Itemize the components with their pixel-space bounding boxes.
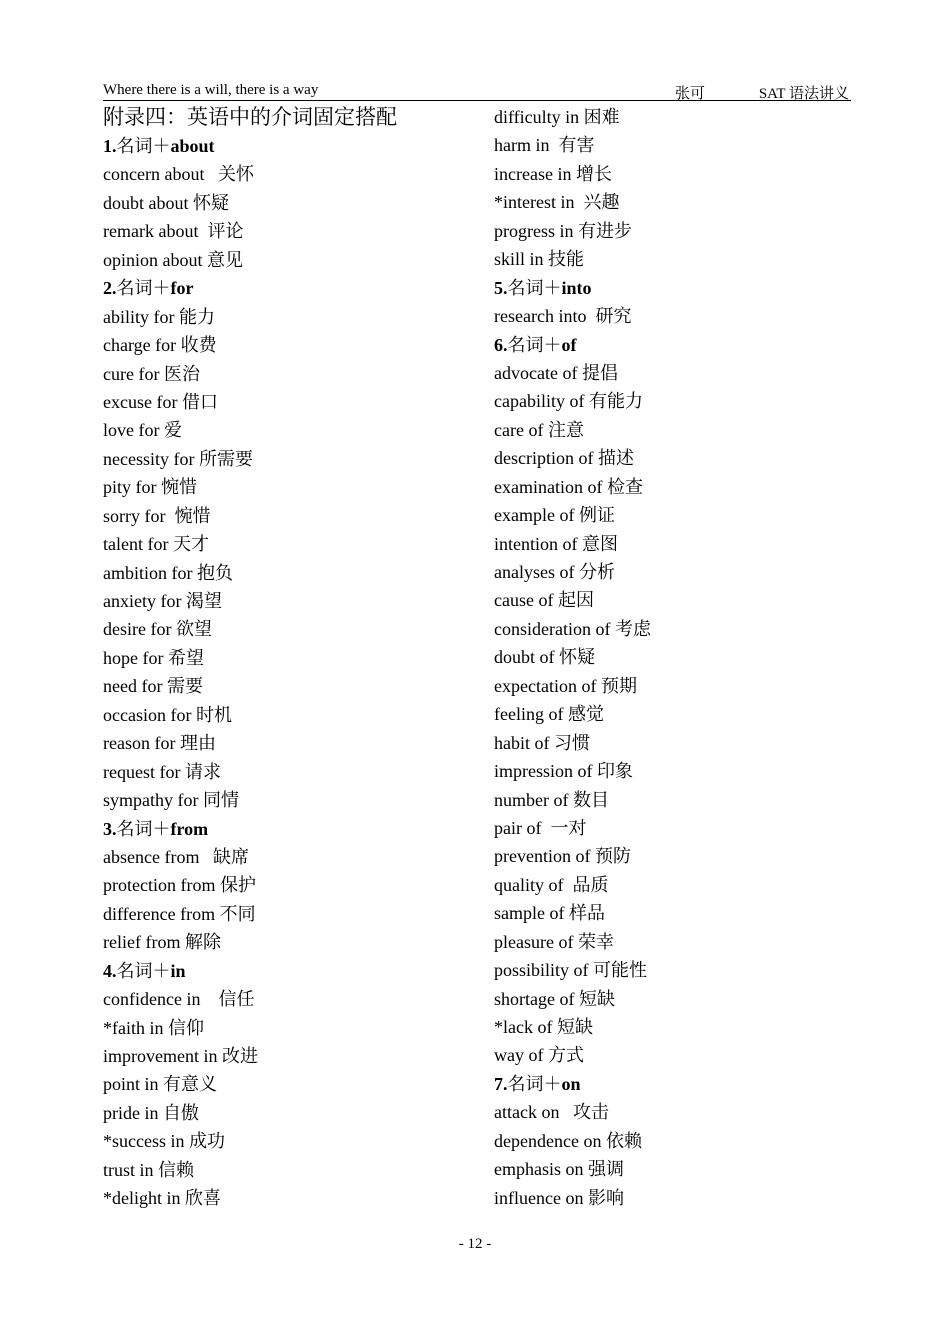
collocation-item: progress in 有进步 bbox=[494, 220, 632, 241]
section-label: 名词＋ bbox=[507, 1073, 562, 1094]
collocation-item: difficulty in 困难 bbox=[494, 107, 620, 127]
section-label: 名词＋ bbox=[116, 278, 171, 299]
left-column bbox=[103, 103, 483, 1213]
collocation-item: analyses of 分析 bbox=[494, 562, 615, 582]
section-preposition: for bbox=[170, 278, 194, 299]
header-motto: Where there is a will, there is a way bbox=[103, 82, 319, 98]
collocation-item: desire for 欲望 bbox=[103, 619, 212, 640]
collocation-item: attack on 攻击 bbox=[494, 1102, 609, 1123]
collocation-item: pride in 自傲 bbox=[103, 1102, 199, 1123]
collocation-item: advocate of 提倡 bbox=[494, 362, 618, 383]
section-number: 6. bbox=[494, 334, 508, 355]
collocation-item: dependence on 依赖 bbox=[494, 1130, 642, 1151]
collocation-item: excuse for 借口 bbox=[103, 391, 218, 412]
collocation-item: shortage of 短缺 bbox=[494, 988, 615, 1009]
collocation-item: habit of 习惯 bbox=[494, 732, 590, 753]
page-header bbox=[103, 80, 851, 101]
collocation-item: pair of 一对 bbox=[494, 817, 587, 838]
section-number: 3. bbox=[103, 818, 117, 839]
collocation-item: point in 有意义 bbox=[103, 1074, 218, 1095]
collocation-item: influence on 影响 bbox=[494, 1187, 624, 1208]
collocation-item: possibility of 可能性 bbox=[494, 960, 648, 981]
collocation-item: charge for 收费 bbox=[103, 335, 217, 356]
collocation-item: difference from 不同 bbox=[103, 903, 256, 924]
collocation-item: improvement in 改进 bbox=[103, 1046, 258, 1066]
section-label: 名词＋ bbox=[116, 136, 171, 156]
section-number: 4. bbox=[103, 960, 117, 981]
collocation-item: way of 方式 bbox=[494, 1045, 584, 1066]
section-label: 名词＋ bbox=[507, 277, 562, 298]
header-author: 张可 bbox=[675, 86, 706, 102]
collocation-item: impression of 印象 bbox=[494, 761, 633, 782]
section-preposition: from bbox=[170, 818, 209, 839]
section-preposition: on bbox=[561, 1073, 581, 1094]
collocation-item: protection from 保护 bbox=[103, 875, 256, 896]
collocation-item: cure for 医治 bbox=[103, 363, 200, 384]
collocation-item: *delight in 欣喜 bbox=[103, 1188, 221, 1209]
collocation-item: skill in 技能 bbox=[494, 249, 585, 270]
collocation-item: remark about 评论 bbox=[103, 221, 244, 242]
collocation-item: prevention of 预防 bbox=[494, 846, 631, 867]
collocation-item: pity for 惋惜 bbox=[103, 477, 197, 498]
collocation-item: hope for 希望 bbox=[103, 647, 204, 668]
collocation-item: care of 注意 bbox=[494, 419, 584, 440]
section-preposition: in bbox=[170, 960, 186, 981]
collocation-item: talent for 天才 bbox=[103, 534, 209, 555]
collocation-item: necessity for 所需要 bbox=[103, 448, 253, 469]
collocation-item: ability for 能力 bbox=[103, 306, 215, 327]
collocation-item: examination of 检查 bbox=[494, 476, 643, 497]
collocation-item: relief from 解除 bbox=[103, 932, 221, 953]
collocation-item: increase in 增长 bbox=[494, 163, 612, 184]
collocation-item: *lack of 短缺 bbox=[494, 1017, 593, 1037]
collocation-item: harm in 有害 bbox=[494, 135, 595, 156]
section-label: 名词＋ bbox=[507, 334, 562, 355]
section-label: 名词＋ bbox=[116, 818, 171, 839]
collocation-item: description of 描述 bbox=[494, 448, 634, 469]
collocation-item: research into 研究 bbox=[494, 306, 632, 327]
section-number: 7. bbox=[494, 1073, 508, 1094]
header-course: SAT 语法讲义 bbox=[758, 86, 849, 102]
section-preposition: into bbox=[561, 277, 592, 298]
collocation-item: expectation of 预期 bbox=[494, 675, 637, 696]
section-heading bbox=[494, 274, 854, 302]
section-number: 2. bbox=[103, 278, 117, 299]
right-column bbox=[494, 103, 854, 1212]
collocation-item: trust in 信赖 bbox=[103, 1159, 195, 1180]
collocation-item: *interest in 兴趣 bbox=[494, 192, 620, 213]
collocation-item: occasion for 时机 bbox=[103, 704, 232, 725]
section-label: 名词＋ bbox=[116, 960, 171, 981]
section-preposition: of bbox=[561, 334, 577, 355]
collocation-item: concern about 关怀 bbox=[103, 164, 254, 185]
collocation-item: ambition for 抱负 bbox=[103, 562, 233, 583]
collocation-item: consideration of 考虑 bbox=[494, 618, 651, 639]
collocation-item: love for 爱 bbox=[103, 420, 182, 441]
collocation-item: opinion about 意见 bbox=[103, 249, 243, 270]
collocation-item: *faith in 信仰 bbox=[103, 1017, 204, 1038]
collocation-item: cause of 起因 bbox=[494, 590, 594, 611]
section-heading bbox=[103, 957, 483, 985]
collocation-item: sympathy for 同情 bbox=[103, 790, 239, 811]
collocation-item: need for 需要 bbox=[103, 676, 203, 697]
collocation-item: doubt about 怀疑 bbox=[103, 192, 229, 213]
collocation-item: feeling of 感觉 bbox=[494, 704, 604, 725]
collocation-item: emphasis on 强调 bbox=[494, 1159, 624, 1180]
collocation-item: number of 数目 bbox=[494, 789, 609, 810]
appendix-title: 附录四：英语中的介词固定搭配 bbox=[103, 105, 397, 129]
collocation-item: confidence in 信任 bbox=[103, 989, 255, 1010]
collocation-item: pleasure of 荣幸 bbox=[494, 931, 614, 952]
collocation-item: sample of 样品 bbox=[494, 903, 605, 924]
section-number: 5. bbox=[494, 277, 508, 298]
collocation-item: example of 例证 bbox=[494, 505, 615, 526]
collocation-item: doubt of 怀疑 bbox=[494, 647, 595, 668]
section-heading bbox=[103, 815, 483, 843]
section-heading bbox=[103, 132, 483, 160]
section-preposition: about bbox=[170, 136, 215, 156]
collocation-item: intention of 意图 bbox=[494, 533, 618, 554]
collocation-item: quality of 品质 bbox=[494, 874, 609, 895]
collocation-item: sorry for 惋惜 bbox=[103, 505, 211, 526]
collocation-item: absence from 缺席 bbox=[103, 846, 249, 867]
collocation-item: anxiety for 渴望 bbox=[103, 591, 222, 611]
page-number: - 12 - bbox=[458, 1236, 492, 1252]
collocation-item: capability of 有能力 bbox=[494, 391, 643, 412]
collocation-item: *success in 成功 bbox=[103, 1131, 225, 1152]
collocation-item: request for 请求 bbox=[103, 761, 221, 782]
section-heading bbox=[494, 1070, 854, 1098]
collocation-item: reason for 理由 bbox=[103, 733, 216, 754]
section-number: 1. bbox=[103, 136, 117, 156]
section-heading bbox=[103, 274, 483, 302]
section-heading bbox=[494, 331, 854, 359]
